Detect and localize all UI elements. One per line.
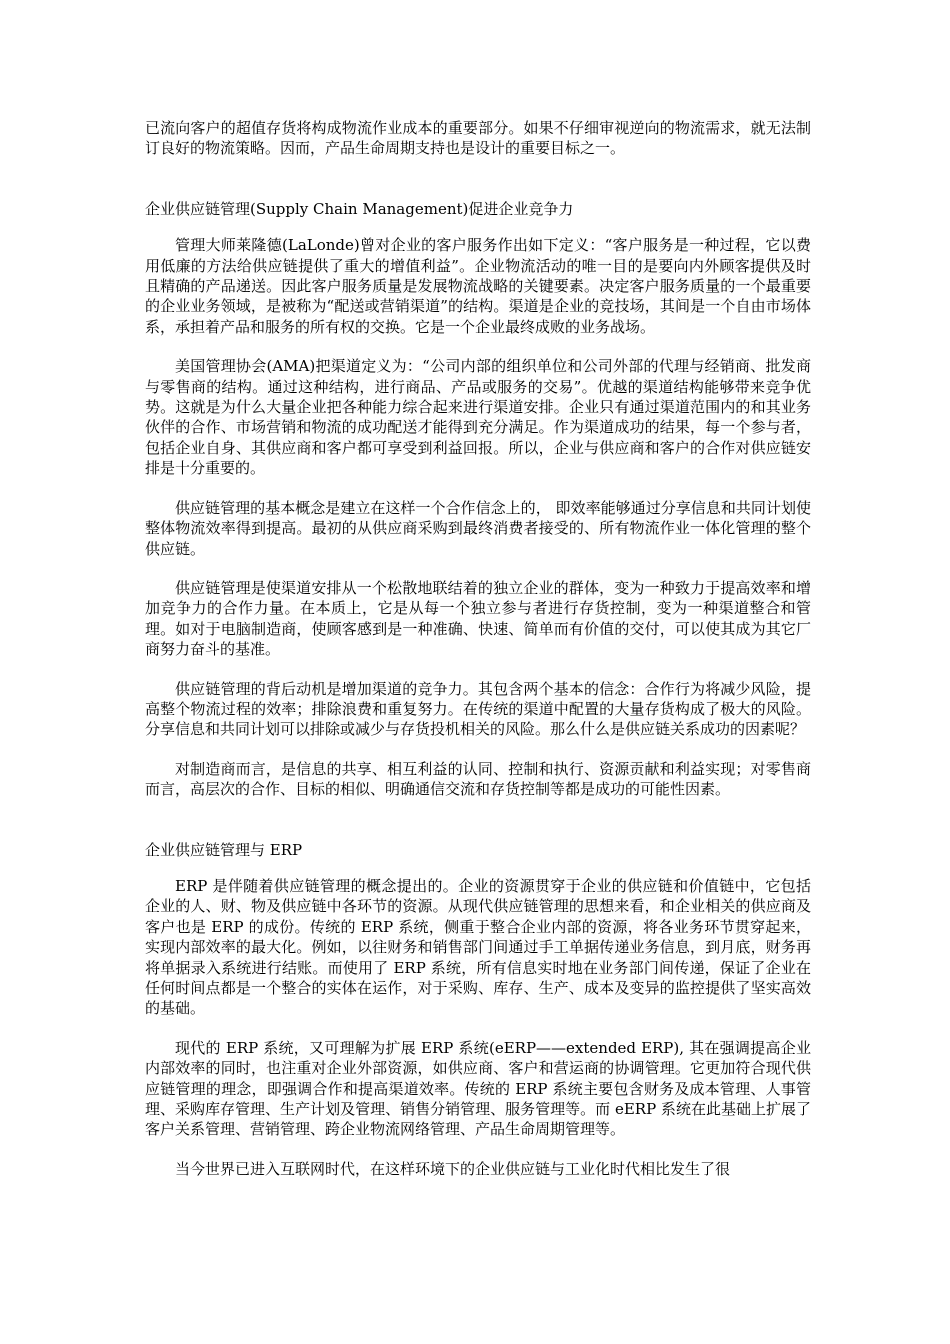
paragraph-motivation: 供应链管理的背后动机是增加渠道的竞争力。其包含两个基本的信念：合作行为将减少风险，提高整个物流过程的效率；排除浪费和重复努力。在传统的渠道中配置的大量存货构成了极大的风险。分享信息和共同计划可以排除或减少与存货投机相关的风险。那么什么是供应链关系成功的因素呢？ bbox=[145, 679, 811, 739]
paragraph-basic-concept: 供应链管理的基本概念是建立在这样一个合作信念上的， 即效率能够通过分享信息和共同计划使整体物流效率得到提高。最初的从供应商采购到最终消费者接受的、所有物流作业一体化管理的整个供应链。 bbox=[145, 498, 811, 558]
paragraph-erp-intro: ERP 是伴随着供应链管理的概念提出的。企业的资源贯穿于企业的供应链和价值链中，它包括企业的人、财、物及供应链中各环节的资源。从现代供应链管理的思想来看，和企业相关的供应商及客户也是 ERP 的成份。传统的 ERP 系统，侧重于整合企业内部的资源，将各业务环节贯穿起来，实现内部效率的最大化。例如，以往财务和销售部门间通过手工单据传递业务信息，到月底，财务再将单据录入系统进行结账。而使用了 ERP 系统，所有信息实时地在业务部门间传递，保证了企业在任何时间点都是一个整合的实体在运作，对于采购、库存、生产、成本及变异的监控提供了坚实高效的基础。 bbox=[145, 876, 811, 1018]
section-heading-supply-chain: 企业供应链管理(Supply Chain Management)促进企业竞争力 bbox=[145, 199, 574, 218]
paragraph-customer-service: 管理大师莱隆德(LaLonde)曾对企业的客户服务作出如下定义：“客户服务是一种过程，它以费用低廉的方法给供应链提供了重大的增值利益”。企业物流活动的唯一目的是要向内外顾客提供及时且精确的产品递送。因此客户服务质量是发展物流战略的关键要素。决定客户服务质量的一个最重要的企业业务领域，是被称为“配送或营销渠道”的结构。渠道是企业的竞技场，其间是一个自由市场体系，承担着产品和服务的所有权的交换。它是一个企业最终成败的业务战场。 bbox=[145, 236, 811, 336]
paragraph-success-factors: 对制造商而言，是信息的共享、相互利益的认同、控制和执行、资源贡献和利益实现；对零售商而言，高层次的合作、目标的相似、明确通信交流和存货控制等都是成功的可能性因素。 bbox=[145, 759, 811, 799]
document-body bbox=[145, 118, 811, 1198]
intro-paragraph: 已流向客户的超值存货将构成物流作业成本的重要部分。如果不仔细审视逆向的物流需求，就无法制订良好的物流策略。因而，产品生命周期支持也是设计的重要目标之一。 bbox=[145, 119, 811, 158]
paragraph-channel-arrangement: 供应链管理是使渠道安排从一个松散地联结着的独立企业的群体，变为一种致力于提高效率和增加竞争力的合作力量。在本质上，它是从每一个独立参与者进行存货控制，变为一种渠道整合和管理。如对于电脑制造商，使顾客感到是一种准确、快速、简单而有价值的交付，可以使其成为其它厂商努力奋斗的基准。 bbox=[145, 578, 811, 659]
section-heading-erp: 企业供应链管理与 ERP bbox=[145, 840, 303, 859]
paragraph-internet-era: 当今世界已进入互联网时代，在这样环境下的企业供应链与工业化时代相比发生了很 bbox=[175, 1159, 731, 1178]
paragraph-eerp: 现代的 ERP 系统，又可理解为扩展 ERP 系统(eERP——extended ERP), 其在强调提高企业内部效率的同时，也注重对企业外部资源，如供应商、客户和营运商的协调管理。它更加符合现代供应链管理的理念，即强调合作和提高渠道效率。传统的 ERP 系统主要包含财务及成本管理、人事管理、采购库存管理、生产计划及管理、销售分销管理、服务管理等。而 eERP 系统在此基础上扩展了客户关系管理、营销管理、跨企业物流网络管理、产品生命周期管理等。 bbox=[145, 1038, 811, 1139]
paragraph-ama-channel: 美国管理协会(AMA)把渠道定义为：“公司内部的组织单位和公司外部的代理与经销商、批发商与零售商的结构。通过这种结构，进行商品、产品或服务的交易”。优越的渠道结构能够带来竞争优势。这就是为什么大量企业把各种能力综合起来进行渠道安排。企业只有通过渠道范围内的和其业务伙伴的合作、市场营销和物流的成功配送才能得到充分满足。作为渠道成功的结果，每一个参与者，包括企业自身、其供应商和客户都可享受到利益回报。所以，企业与供应商和客户的合作对供应链安排是十分重要的。 bbox=[145, 357, 811, 478]
